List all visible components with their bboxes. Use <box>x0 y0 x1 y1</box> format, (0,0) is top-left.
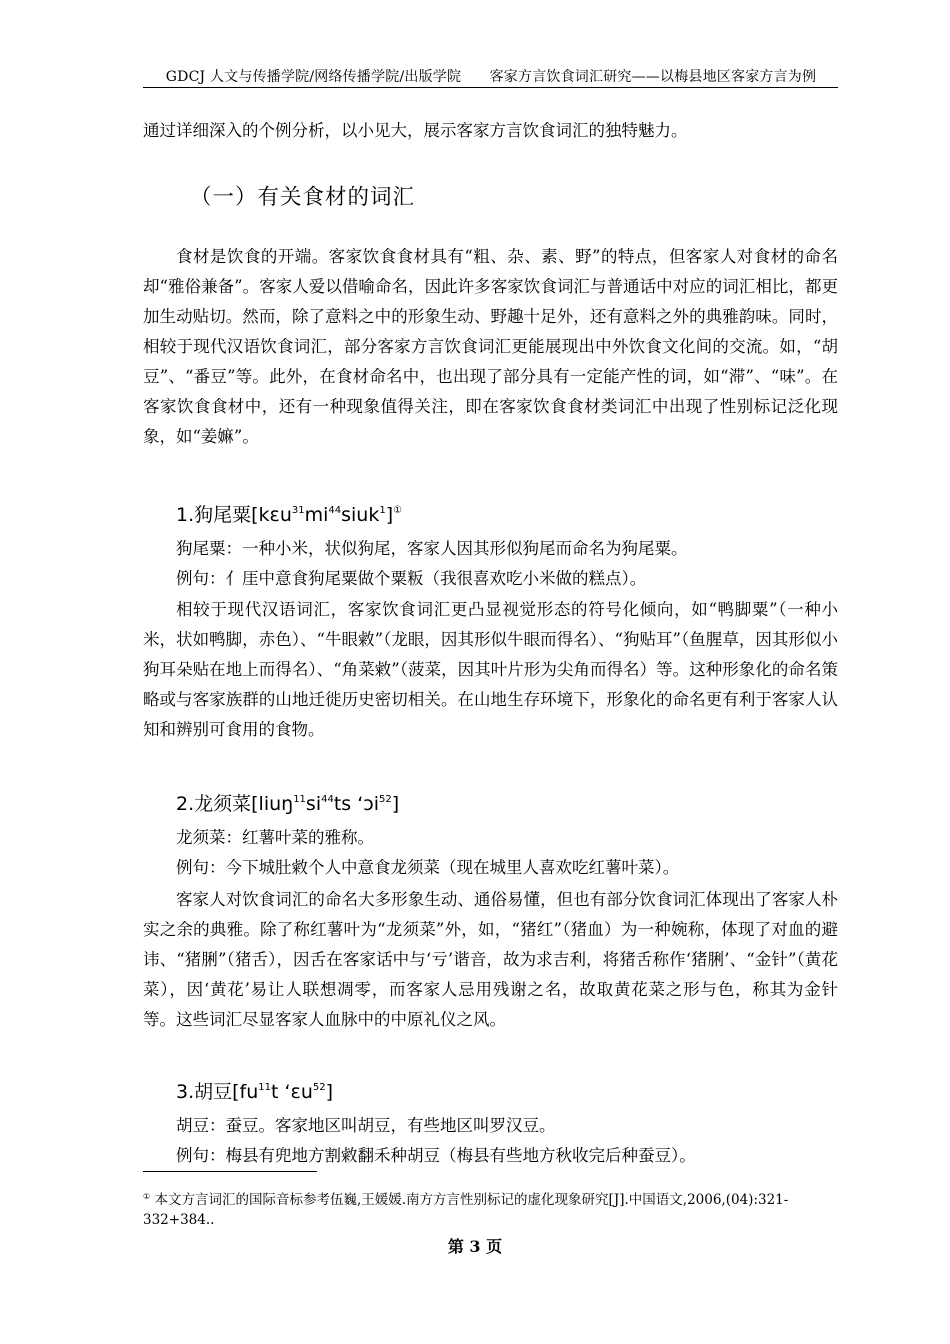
item-2-title: 2.龙须菜[liuŋ <box>176 793 294 815</box>
item-2-definition: 龙须菜：红薯叶菜的雅称。 <box>176 828 374 847</box>
tone-mark: 11 <box>293 794 306 805</box>
item-1-paragraph: 相较于现代汉语词汇，客家饮食词汇更凸显视觉形态的符号化倾向，如“鸭脚粟”（一种小米，状如鸭脚，赤色）、“牛眼敹”（龙眼，因其形似牛眼而得名）、“狗贴耳”（鱼腥草，因其形似小狗耳朵贴在地上而得名）、“角菜敹”（菠菜，因其叶片形为尖角而得名）等。这种形象化的命名策略或与客家族群的山地迁徙历史密切相关。在山地生存环境下，形象化的命名更有利于客家人认知和辨别可食用的食物。 <box>143 600 838 739</box>
ipa-bracket: ] <box>385 504 394 526</box>
tone-mark: 11 <box>258 1082 272 1093</box>
tone-mark: 52 <box>379 794 392 805</box>
item-3-title: 3.胡豆[fu <box>176 1081 259 1103</box>
section-heading: （一）有关食材的词汇 <box>190 185 416 210</box>
tone-mark: 44 <box>328 505 342 516</box>
header-rule <box>143 87 838 88</box>
footnote <box>143 1190 838 1230</box>
item-3-definition: 胡豆：蚕豆。客家地区叫胡豆，有些地区叫罗汉豆。 <box>176 1116 556 1135</box>
footnote-text: 本文方言词汇的国际音标参考伍巍,王媛媛.南方方言性别标记的虚化现象研究[J].中国语文,2006,(04):321-332+384.. <box>143 1192 789 1228</box>
ipa-bracket: ] <box>325 1081 334 1103</box>
ipa-syllable: mi <box>304 504 329 526</box>
item-2-heading <box>176 789 399 816</box>
item-2-paragraph: 客家人对饮食词汇的命名大多形象生动、通俗易懂，但也有部分饮食词汇体现出了客家人朴实之余的典雅。除了称红薯叶为“龙须菜”外，如，“猪红”（猪血）为一种婉称，体现了对血的避讳、“猪脷”（猪舌），因舌在客家话中与‘亏’谐音，故为求吉利，将猪舌称作‘猪脷’、“金针”（黄花菜），因‘黄花’易让人联想凋零，而客家人忌用残谢之名，故取黄花菜之形与色，称其为金针等。这些词汇尽显客家人血脉中的中原礼仪之风。 <box>143 890 838 1029</box>
tone-mark: 31 <box>291 505 305 516</box>
ipa-syllable: ts ʻɔi <box>333 793 379 815</box>
tone-mark: 52 <box>312 1082 326 1093</box>
tone-mark: 44 <box>321 794 334 805</box>
item-3-heading <box>176 1077 333 1104</box>
footnote-rule <box>143 1171 317 1172</box>
item-3-example: 例句：梅县有兜地方割敹翻禾种胡豆（梅县有些地方秋收完后种蚕豆）。 <box>176 1146 696 1165</box>
ipa-syllable: si <box>305 793 322 815</box>
item-1-example: 例句：亻厓中意食狗尾粟做个粟粄（我很喜欢吃小米做的糕点）。 <box>176 569 647 588</box>
item-1-heading <box>176 500 402 527</box>
running-header: GDCJ 人文与传播学院/网络传播学院/出版学院 客家方言饮食词汇研究——以梅县地区客家方言为例 <box>165 69 817 85</box>
page-number: 第 3 页 <box>447 1237 503 1256</box>
item-1-definition: 狗尾粟：一种小米，状似狗尾，客家人因其形似狗尾而命名为狗尾粟。 <box>176 539 688 558</box>
item-2-example: 例句：今下城肚敹个人中意食龙须菜（现在城里人喜欢吃红薯叶菜）。 <box>176 858 680 877</box>
footnote-mark: ① <box>143 1192 151 1201</box>
footnote-ref[interactable]: ① <box>393 505 403 516</box>
item-1-title: 1.狗尾粟[kɛu <box>176 504 292 526</box>
tone-mark: 1 <box>379 505 386 516</box>
ipa-bracket: ] <box>391 793 400 815</box>
intro-paragraph: 食材是饮食的开端。客家饮食食材具有“粗、杂、素、野”的特点，但客家人对食材的命名却“雅俗兼备”。客家人爱以借喻命名，因此许多客家饮食词汇与普通话中对应的词汇相比，都更加生动贴切。然而，除了意料之中的形象生动、野趣十足外，还有意料之外的典雅韵味。同时，相较于现代汉语饮食词汇，部分客家方言饮食词汇更能展现出中外饮食文化间的交流。如，“胡豆”、“番豆”等。此外，在食材命名中，也出现了部分具有一定能产性的词，如“滞”、“味”。在客家饮食食材中，还有一种现象值得关注，即在客家饮食食材类词汇中出现了性别标记泛化现象，如“姜嫲”。 <box>143 247 838 446</box>
lead-sentence: 通过详细深入的个例分析，以小见大，展示客家方言饮食词汇的独特魅力。 <box>143 121 688 140</box>
ipa-syllable: siuk <box>341 504 380 526</box>
ipa-syllable: t ʻɛu <box>271 1081 313 1103</box>
